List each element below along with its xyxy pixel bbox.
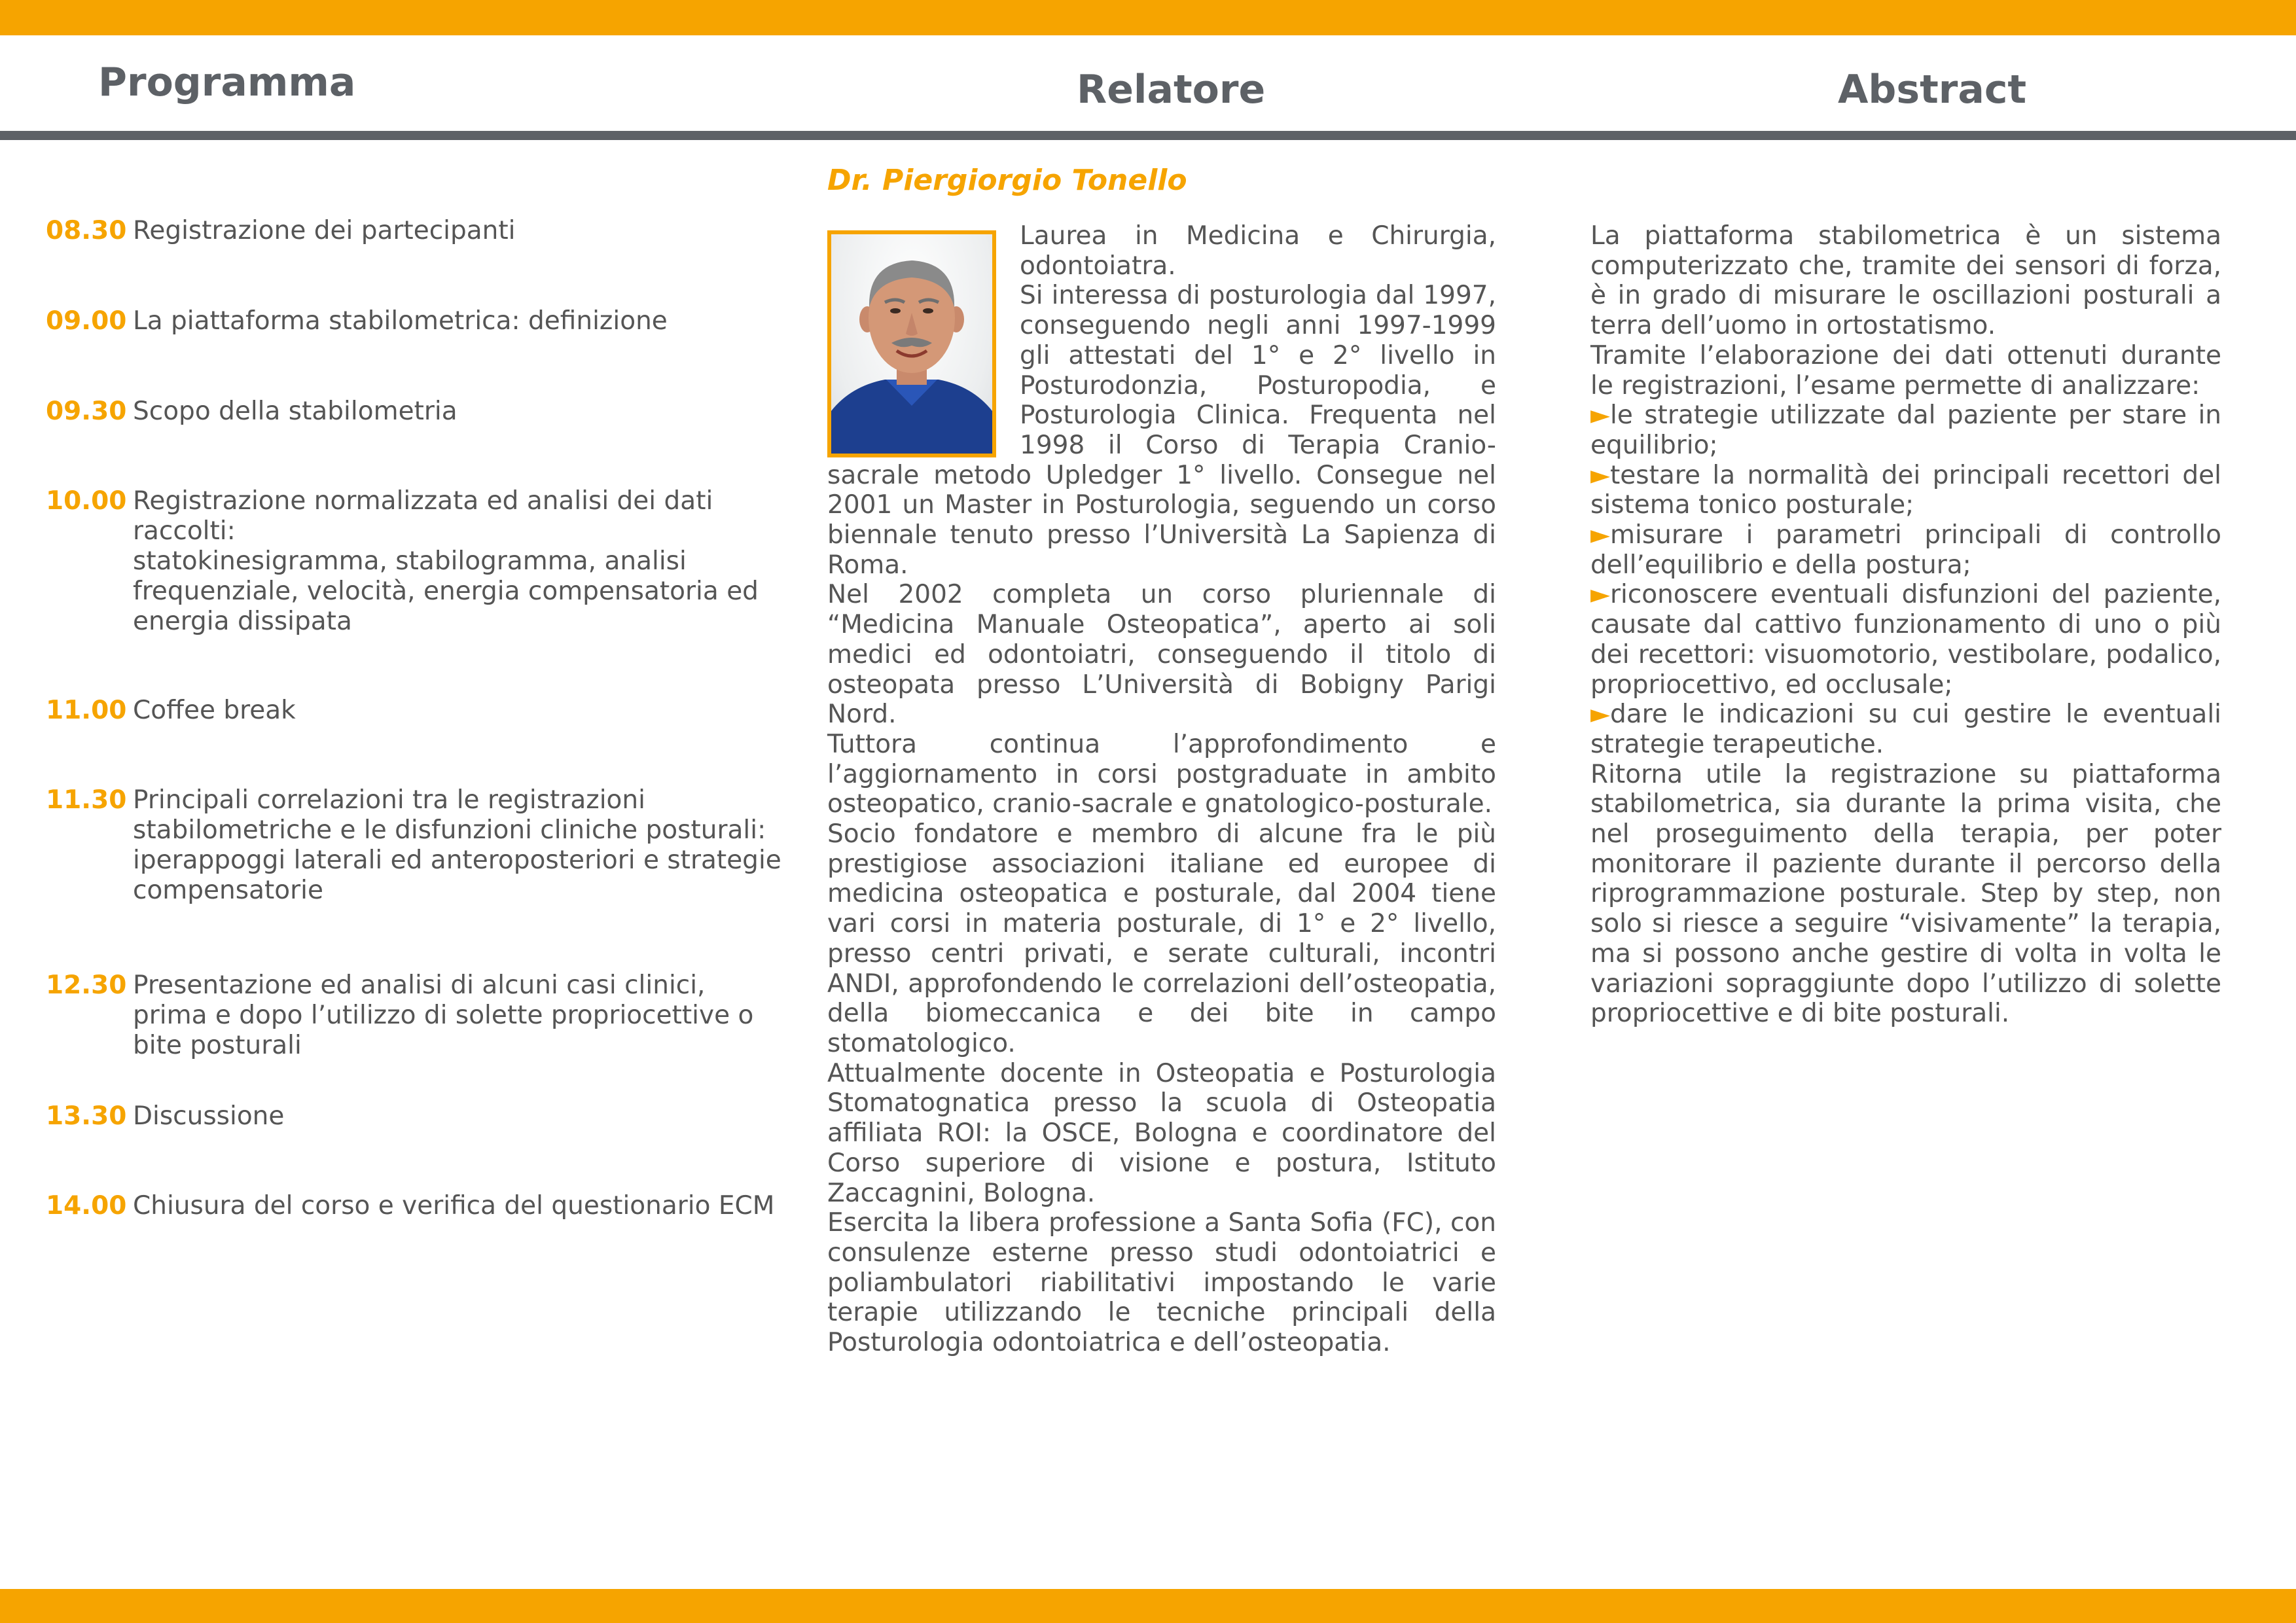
arrow-icon: ► — [1590, 520, 1610, 550]
program-text-line2: statokinesigramma, stabilogramma, analisi frequenziale, velocità, energia compensatoria ed energia dissipata — [133, 546, 759, 636]
abstract-text — [1590, 221, 2221, 1029]
bio-paragraph: Tuttora continua l’approfondimento e l’aggiornamento in corsi postgraduate in ambito osteopatico, cranio-sacrale e gnatologico-posturale. — [827, 729, 1496, 819]
abstract-bullet — [1590, 461, 2221, 520]
speaker-name: Dr. Piergiorgio Tonello — [827, 164, 1187, 197]
program-text: Chiusura del corso e verifica del questionario ECM — [133, 1191, 775, 1221]
abstract-paragraph: Tramite l’elaborazione dei dati ottenuti durante le registrazioni, l’esame permette di analizzare: — [1590, 340, 2221, 401]
arrow-icon: ► — [1590, 580, 1610, 610]
heading-abstract: Abstract — [1838, 67, 2027, 113]
program-text: Coffee break — [133, 696, 296, 725]
bio-paragraph: Esercita la libera professione a Santa Sofia (FC), con consulenze esterne presso studi odontoiatrici e poliambulatori riabilitativi impostando le varie terapie utilizzando le tecniche principali della Posturologia odontoiatrica e dell’osteopatia. — [827, 1208, 1496, 1358]
abstract-bullet-text: riconoscere eventuali disfunzioni del paziente, causate dal cattivo funzionamento di uno o più dei recettori: visuomotorio, vestibolare, podalico, propriocettivo, ed occlusale; — [1590, 580, 2221, 700]
header-divider — [0, 131, 2296, 140]
program-text: Principali correlazioni tra le registrazioni stabilometriche e le disfunzioni cliniche posturali: iperappoggi laterali ed anteroposteriori e strategie compensatorie — [133, 785, 781, 905]
bio-paragraph: Socio fondatore e membro di alcune fra le più prestigiose associazioni italiane ed europee di medicina osteopatica e posturale, dal 2004 tiene vari corsi in materia posturale, di 1° e 2° livello, presso centri privati, e serate culturali, incontri ANDI, approfondendo le correlazioni dell’osteopatia, della biomeccanica e dei bite in campo stomatologico. — [827, 819, 1496, 1058]
bottom-accent-bar — [0, 1589, 2296, 1623]
speaker-bio — [827, 221, 1496, 1358]
abstract-paragraph: La piattaforma stabilometrica è un sistema computerizzato che, tramite dei sensori di forza, è in grado di misurare le oscillazioni posturali a terra dell’uomo in ortostatismo. — [1590, 221, 2221, 341]
program-time: 09.00 — [46, 306, 127, 336]
program-text — [133, 486, 787, 637]
program-text: Presentazione ed analisi di alcuni casi clinici, prima e dopo l’utilizzo di solette propriocettive o bite posturali — [133, 971, 754, 1060]
program-time: 11.00 — [46, 696, 127, 725]
arrow-icon: ► — [1590, 460, 1610, 490]
abstract-bullet-text: testare la normalità dei principali recettori del sistema tonico posturale; — [1590, 460, 2221, 520]
abstract-bullet — [1590, 401, 2221, 460]
bio-paragraph: Nel 2002 completa un corso pluriennale di “Medicina Manuale Osteopatica”, aperto ai soli medici ed odontoiatri, conseguendo il titolo di osteopata presso L’Università di Bobigny Parigi Nord. — [827, 580, 1496, 730]
program-time: 13.30 — [46, 1101, 127, 1131]
program-time: 08.30 — [46, 216, 127, 245]
program-text: Registrazione dei partecipanti — [133, 216, 516, 245]
abstract-bullet — [1590, 580, 2221, 700]
bio-paragraph: Laurea in Medicina e Chirurgia, odontoiatra. — [1020, 221, 1496, 281]
program-text: La piattaforma stabilometrica: definizione — [133, 306, 668, 336]
top-accent-bar — [0, 0, 2296, 35]
arrow-icon: ► — [1590, 401, 1610, 431]
bio-paragraph: Si interessa di posturologia dal 1997, conseguendo negli anni 1997-1999 gli attestati del 1° e 2° livello in Posturodonzia, Posturopodia, e Posturologia Clinica. Frequenta nel 1998 il Corso di Terapia Cranio-sacrale metodo Upledger 1° livello. Consegue nel 2001 un Master in Posturologia, seguendo un corso biennale tenuto presso l’Università La Sapienza di Roma. — [827, 281, 1496, 580]
heading-programma: Programma — [98, 60, 356, 105]
program-text: Discussione — [133, 1101, 285, 1131]
bio-paragraph: Attualmente docente in Osteopatia e Posturologia Stomatognatica presso la scuola di Osteopatia affiliata ROI: la OSCE, Bologna e coordinatore del Corso superiore di visione e postura, Istituto Zaccagnini, Bologna. — [827, 1058, 1496, 1208]
program-text-line1: Registrazione normalizzata ed analisi dei dati raccolti: — [133, 486, 713, 546]
program-time: 09.30 — [46, 397, 127, 426]
program-time: 14.00 — [46, 1191, 127, 1221]
program-time: 10.00 — [46, 486, 127, 516]
program-text: Scopo della stabilometria — [133, 397, 457, 426]
abstract-bullet-text: misurare i parametri principali di controllo dell’equilibrio e della postura; — [1590, 520, 2221, 580]
program-time: 11.30 — [46, 785, 127, 815]
program-time: 12.30 — [46, 971, 127, 1000]
abstract-bullet-text: dare le indicazioni su cui gestire le eventuali strategie terapeutiche. — [1590, 700, 2221, 759]
heading-relatore: Relatore — [1077, 67, 1266, 113]
abstract-bullet — [1590, 520, 2221, 580]
abstract-bullet-text: le strategie utilizzate dal paziente per stare in equilibrio; — [1590, 401, 2221, 460]
abstract-paragraph: Ritorna utile la registrazione su piattaforma stabilometrica, sia durante la prima visita, che nel proseguimento della terapia, per poter monitorare il paziente durante il percorso della riprogrammazione posturale. Step by step, non solo si riesce a seguire “visivamente” la terapia, ma si possono anche gestire di volta in volta le variazioni sopraggiunte dopo l’utilizzo di solette propriocettive e di bite posturali. — [1590, 759, 2221, 1029]
abstract-bullet — [1590, 700, 2221, 759]
photo-spacer — [827, 221, 1020, 458]
arrow-icon: ► — [1590, 700, 1610, 730]
